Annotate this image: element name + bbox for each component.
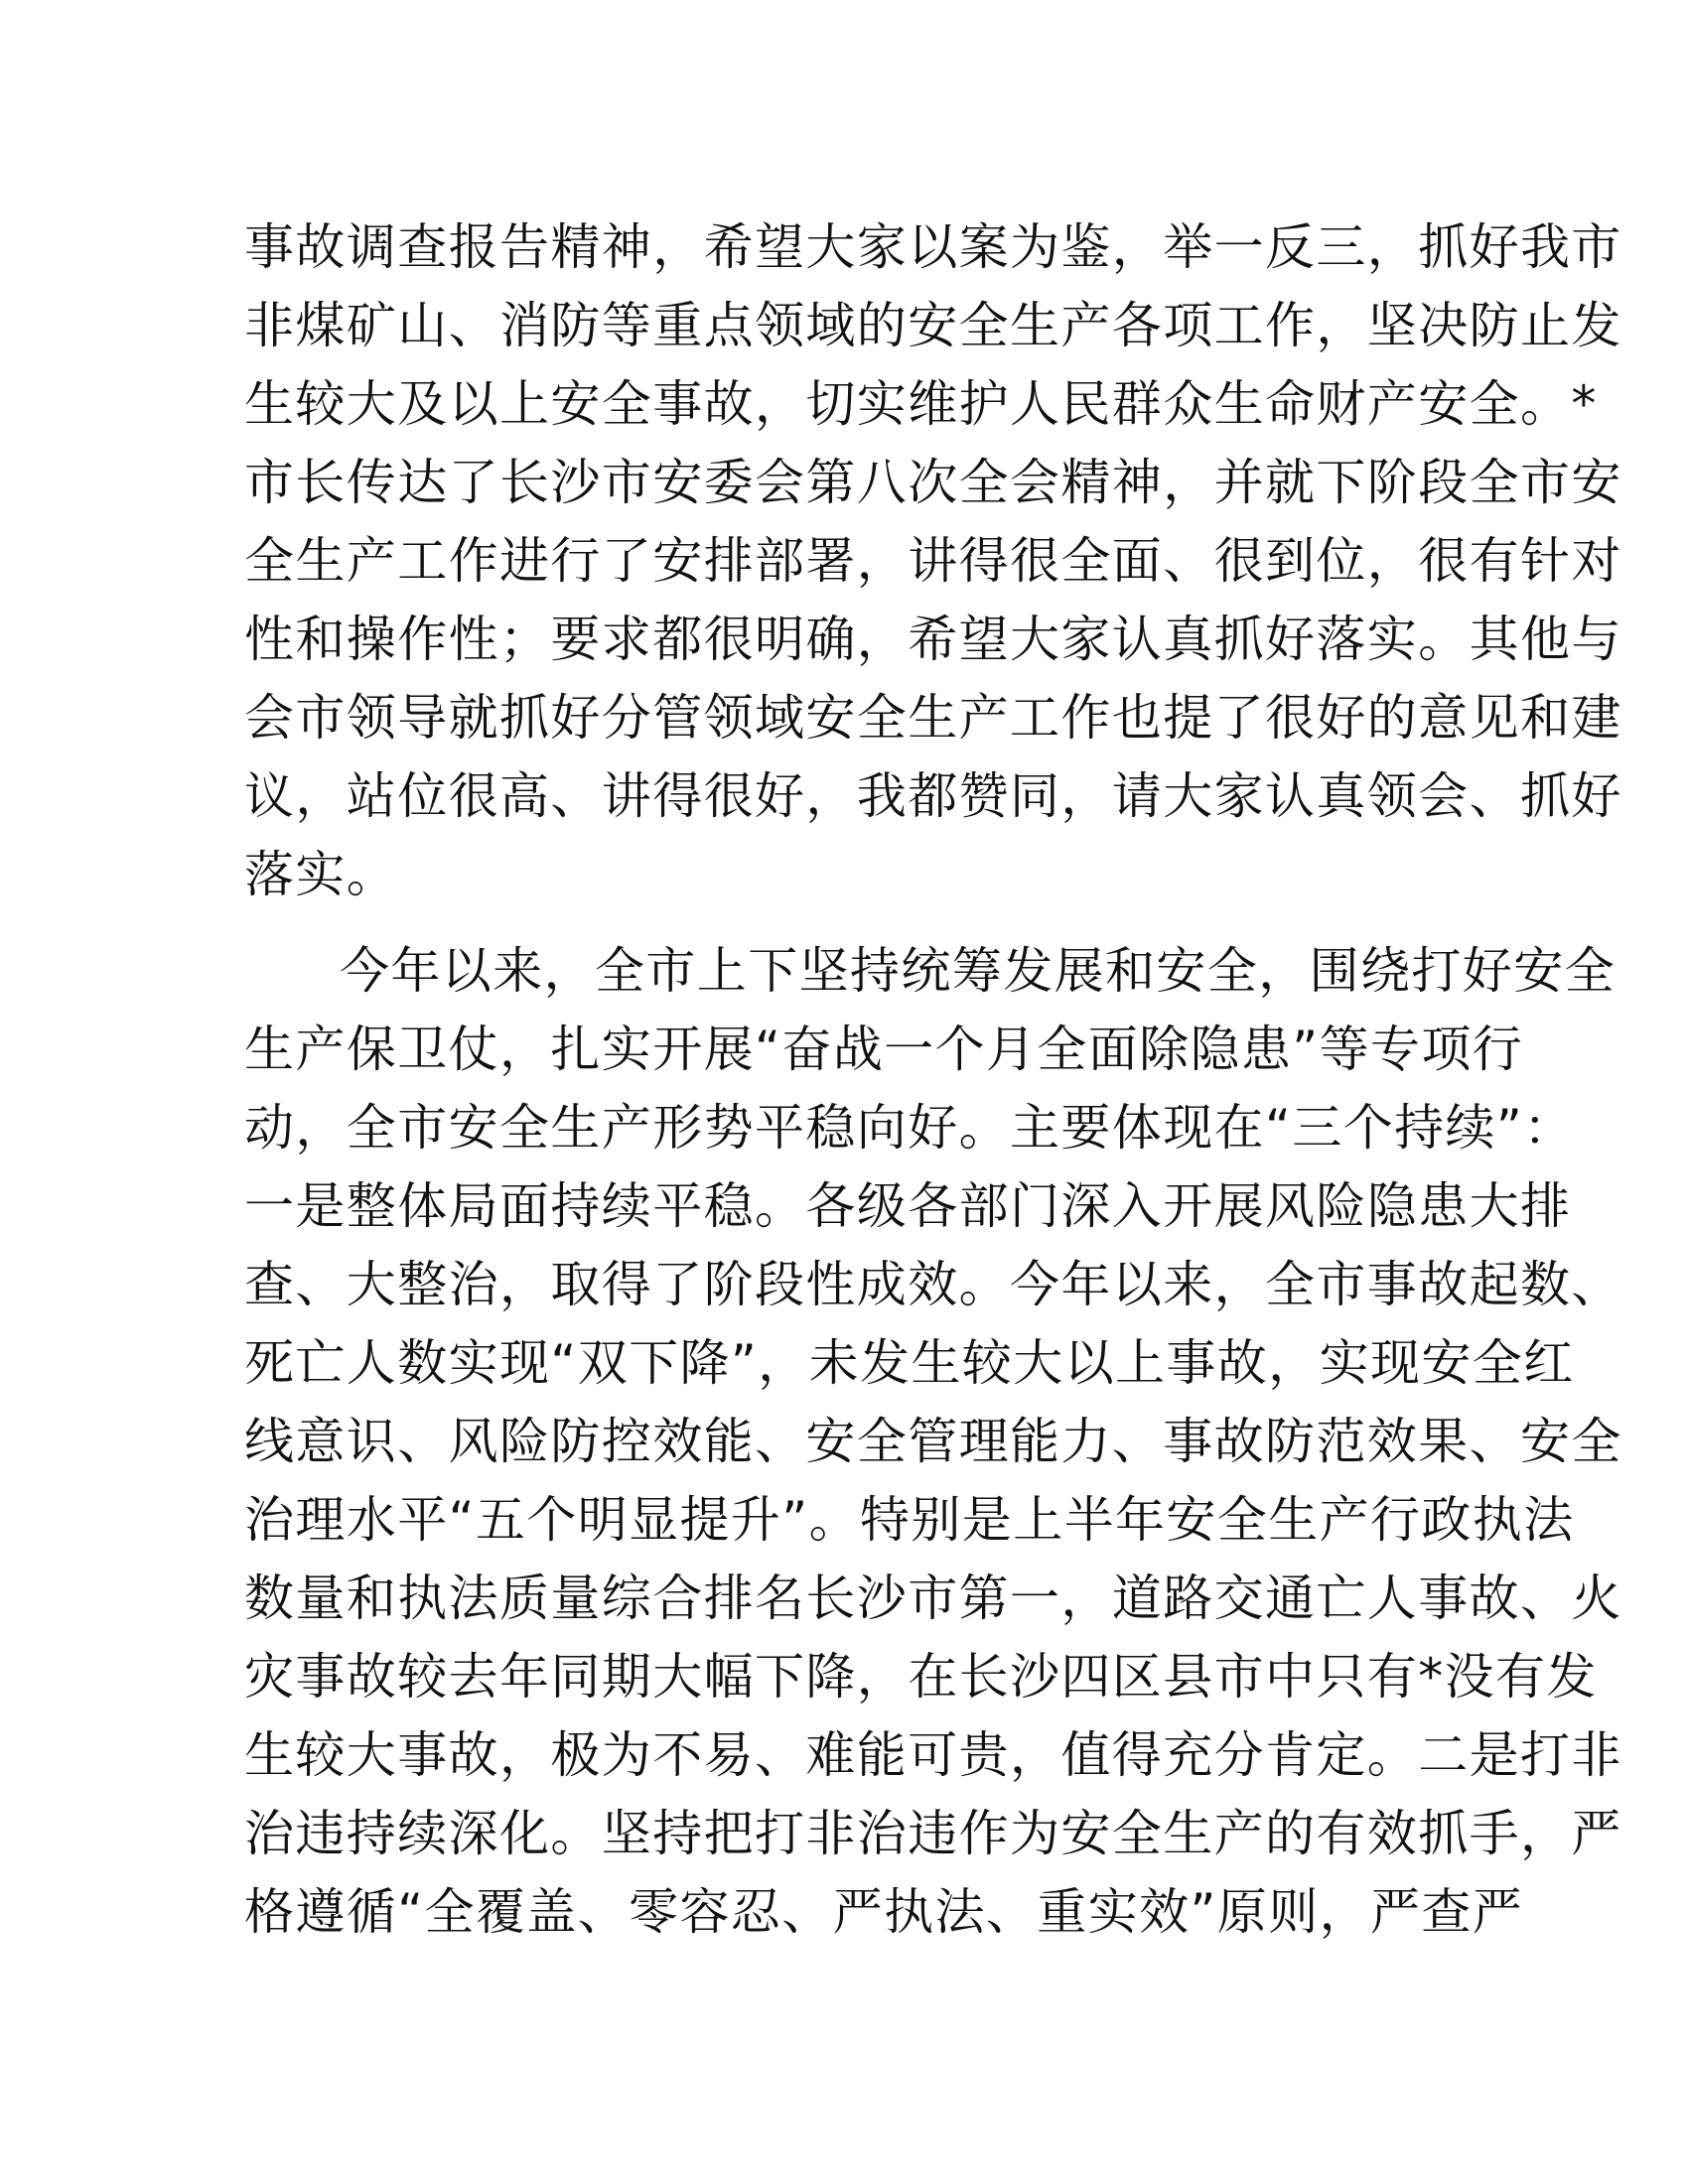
text-line: 动，全市安全生产形势平稳向好。主要体现在“三个持续”： bbox=[244, 1099, 1575, 1157]
text-line: 落实。 bbox=[244, 846, 398, 903]
text-line: 市长传达了长沙市安委会第八次全会精神，并就下阶段全市安 bbox=[244, 454, 1622, 511]
text-line: 性和操作性；要求都很明确，希望大家认真抓好落实。其他与 bbox=[244, 611, 1622, 668]
text-line: 格遵循“全覆盖、零容忍、严执法、重实效”原则，严查严 bbox=[244, 1883, 1524, 1941]
text-line: 死亡人数实现“双下降”，未发生较大以上事故，实现安全红 bbox=[244, 1334, 1575, 1392]
text-line: 非煤矿山、消防等重点领域的安全生产各项工作，坚决防止发 bbox=[244, 297, 1622, 354]
paragraph-1 bbox=[244, 208, 1622, 914]
text-line: 治理水平“五个明显提升”。特别是上半年安全生产行政执法 bbox=[244, 1491, 1575, 1549]
text-line: 线意识、风险防控效能、安全管理能力、事故防范效果、安全 bbox=[244, 1413, 1622, 1470]
text-line: 一是整体局面持续平稳。各级各部门深入开展风险隐患大排 bbox=[244, 1177, 1572, 1235]
text-line: 生较大事故，极为不易、难能可贵，值得充分肯定。二是打非 bbox=[244, 1726, 1622, 1784]
paragraph-2 bbox=[244, 932, 1622, 1952]
text-line: 会市领导就抓好分管领域安全生产工作也提了很好的意见和建 bbox=[244, 689, 1622, 747]
text-line: 事故调查报告精神，希望大家以案为鉴，举一反三，抓好我市 bbox=[244, 218, 1622, 276]
text-line: 全生产工作进行了安排部署，讲得很全面、很到位，很有针对 bbox=[244, 532, 1622, 590]
body-text bbox=[244, 208, 1622, 1952]
text-line: 灾事故较去年同期大幅下降，在长沙四区县市中只有*没有发 bbox=[244, 1648, 1598, 1706]
text-line: 生较大及以上安全事故，切实维护人民群众生命财产安全。* bbox=[244, 375, 1598, 433]
text-line: 今年以来，全市上下坚持统筹发展和安全，围绕打好安全 bbox=[340, 942, 1616, 1000]
text-line: 生产保卫仗，扎实开展“奋战一个月全面除隐患”等专项行 bbox=[244, 1021, 1524, 1078]
text-line: 治违持续深化。坚持把打非治违作为安全生产的有效抓手，严 bbox=[244, 1805, 1622, 1862]
paragraph-spacing bbox=[244, 914, 1436, 932]
text-line: 议，站位很高、讲得很好，我都赞同，请大家认真领会、抓好 bbox=[244, 767, 1622, 825]
text-line: 数量和执法质量综合排名长沙市第一，道路交通亡人事故、火 bbox=[244, 1570, 1622, 1627]
text-line: 查、大整治，取得了阶段性成效。今年以来，全市事故起数、 bbox=[244, 1256, 1622, 1313]
